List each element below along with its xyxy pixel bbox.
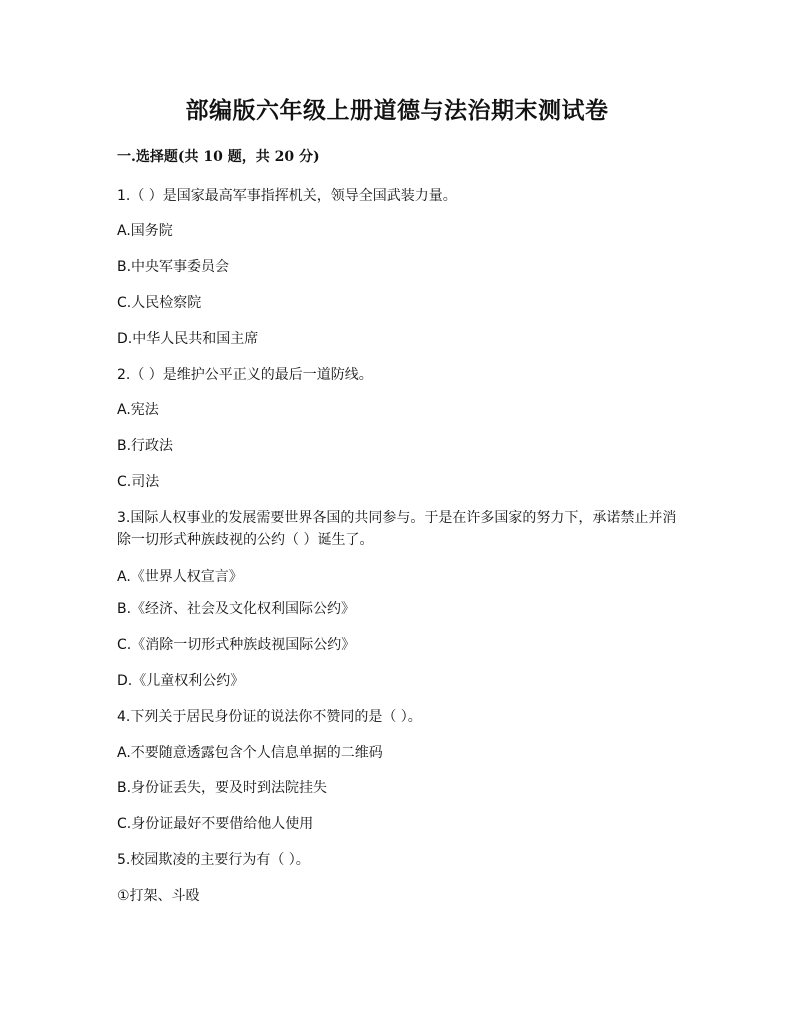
question-3-option-a: A.《世界人权宣言》	[117, 569, 243, 585]
question-3-stem: 3.国际人权事业的发展需要世界各国的共同参与。于是在许多国家的努力下，承诺禁止并消除一切形式种族歧视的公约（ ）诞生了。	[117, 510, 677, 548]
question-4-option-c: C.身份证最好不要借给他人使用	[117, 816, 314, 832]
question-3-option-b: B.《经济、社会及文化权利国际公约》	[117, 601, 356, 617]
question-4-stem: 4.下列关于居民身份证的说法你不赞同的是（ ）。	[117, 709, 422, 725]
question-2-option-c: C.司法	[117, 474, 160, 490]
question-3-option-c: C.《消除一切形式种族歧视国际公约》	[117, 637, 356, 653]
question-1-option-a: A.国务院	[117, 223, 173, 239]
section-heading: 一.选择题(共 10 题，共 20 分)	[117, 149, 320, 165]
question-1-option-b: B.中央军事委员会	[117, 259, 230, 275]
question-2-option-a: A.宪法	[117, 402, 159, 418]
question-1-option-d: D.中华人民共和国主席	[117, 331, 259, 347]
question-3-option-d: D.《儿童权利公约》	[117, 673, 245, 689]
question-2-stem: 2.（ ）是维护公平正义的最后一道防线。	[117, 367, 373, 383]
question-4-option-a: A.不要随意透露包含个人信息单据的二维码	[117, 745, 383, 761]
question-1-stem: 1.（ ）是国家最高军事指挥机关，领导全国武装力量。	[117, 188, 457, 204]
question-2-option-b: B.行政法	[117, 438, 174, 454]
question-4-option-b: B.身份证丢失，要及时到法院挂失	[117, 780, 328, 796]
document-title: 部编版六年级上册道德与法治期末测试卷	[185, 97, 609, 124]
question-5-stem: 5.校园欺凌的主要行为有（ ）。	[117, 852, 310, 868]
question-5-item-1: ①打架、斗殴	[117, 888, 200, 904]
question-1-option-c: C.人民检察院	[117, 295, 202, 311]
